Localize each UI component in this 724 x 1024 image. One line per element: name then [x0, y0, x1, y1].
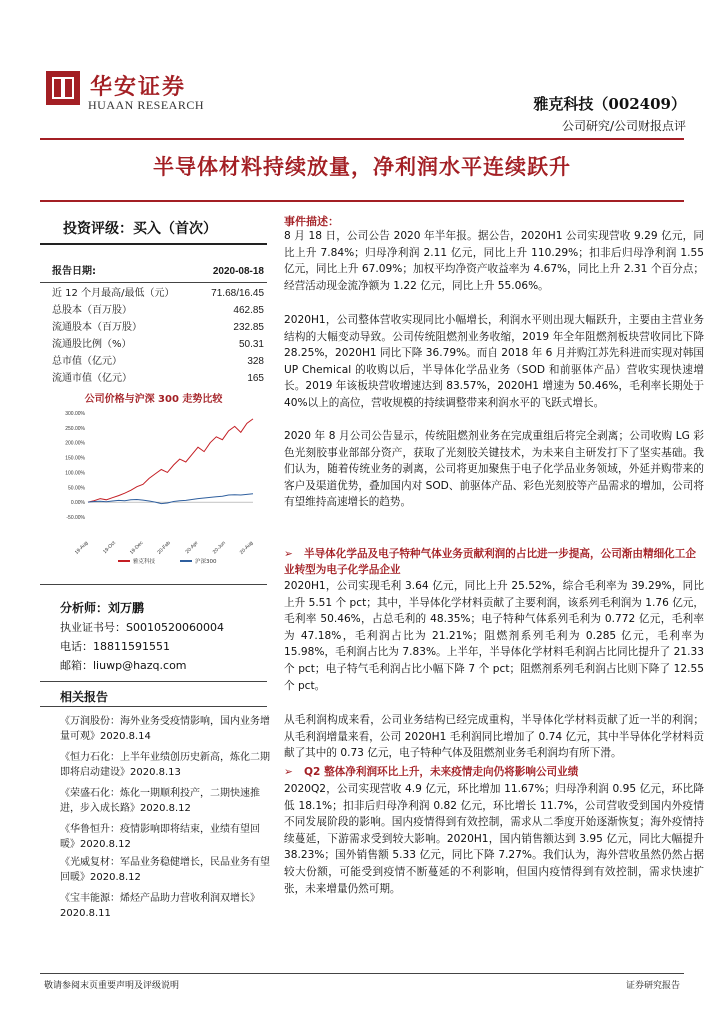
- stat-row: [52, 285, 264, 302]
- header-divider: [40, 138, 684, 140]
- related-report-item[interactable]: 《恒力石化：上半年业绩创历史新高，炼化二期即将启动建设》2020.8.13: [60, 752, 270, 778]
- arrow-bullet-icon: ➢: [284, 766, 293, 778]
- y-tick-label: 250.00%: [65, 425, 85, 432]
- related-reports-title: 相关报告: [60, 690, 109, 704]
- analyst-divider: [40, 584, 267, 585]
- stat-label: 总市值（亿元）: [52, 356, 122, 367]
- chart-xticks: [74, 540, 255, 556]
- y-tick-label: 150.00%: [65, 455, 85, 462]
- title-divider: [40, 200, 684, 202]
- footer-label: 证券研究报告: [625, 981, 680, 991]
- paragraph-margin: 2020H1，公司实现毛利 3.64 亿元，同比上升 25.52%，综合毛利率为 39.29%，同比上升 5.51 个 pct；其中，半导体化学材料贡献了主要利润，该系列毛利润为 1.76 亿元，毛利率 50.46%，占总毛利的 48.35%；电子特种气体系列毛利为 0.772 亿元，毛利率为 47.18%，毛利润占比为 21.21%；阻燃剂系列毛利为 0.285 亿元，毛利率为 15.98%，毛利润占比为 7.83%。上半年，半导体化学材料毛利润占比同比提升了 21.33 个 pct；电子特气毛利润占比小幅下降 7 个 pct；阻燃剂系列毛利润占比则下降了 12.55 个 pct。: [284, 580, 704, 692]
- stat-row: [52, 319, 264, 336]
- related-report-item[interactable]: 《万润股份：海外业务受疫情影响，国内业务增量可观》2020.8.14: [60, 716, 270, 742]
- y-tick-label: 50.00%: [68, 485, 85, 492]
- legend-label: 雅克科技: [133, 559, 156, 565]
- paragraph-q2: 2020Q2，公司实现营收 4.9 亿元，环比增加 11.67%；归母净利润 0.95 亿元，环比降低 18.1%；扣非后归母净利润 0.82 亿元，环比增长 11.7%，公司营收受到国内外疫情不同发展阶段的影响。国内疫情得到有效控制，需求从二季度开始逐渐恢复；海外疫情持续蔓延，下游需求受到较大影响。2020H1，国内销售额达到 3.95 亿元，同比大幅提升 38.23%；国外销售额 5.33 亿元，同比下降 7.27%。我们认为，海外营收虽然仍然占据较大份额，可能受到疫情不断蔓延的不利影响，但国内疫情得到有效控制，需求快速扩张，未来增量仍然可期。: [284, 783, 704, 895]
- section-heading-2: [284, 764, 704, 780]
- rating-divider: [40, 243, 267, 245]
- page-title: 半导体材料持续放量，净利润水平连续跃升: [153, 154, 571, 179]
- chart-series-group: [88, 419, 253, 504]
- brand-name-en: HUAAN RESEARCH: [88, 98, 205, 112]
- stat-label: 流通股比例（%）: [52, 339, 132, 350]
- stat-value: 462.85: [233, 305, 264, 316]
- stat-label: 近 12 个月最高/最低（元）: [52, 288, 175, 299]
- report-date-label: 报告日期:: [52, 266, 96, 277]
- stat-row: [52, 353, 264, 370]
- stat-row: [52, 336, 264, 353]
- x-tick-label: 19-Oct: [102, 540, 117, 556]
- y-tick-label: 300.00%: [65, 411, 85, 417]
- related-report-item[interactable]: 《荣盛石化：炼化一期顺利投产，二期快速推进，步入成长路》2020.8.12: [60, 788, 260, 814]
- report-type: 公司研究/公司财报点评: [561, 119, 686, 133]
- investment-rating: 投资评级：买入（首次）: [63, 221, 217, 237]
- chart-grid: [65, 411, 253, 521]
- date-divider: [40, 282, 267, 283]
- stat-value: 71.68/16.45: [211, 288, 264, 299]
- chart-title: 公司价格与沪深 300 走势比较: [84, 394, 223, 405]
- stat-label: 总股本（百万股）: [52, 305, 132, 316]
- section-heading-1: [284, 546, 704, 578]
- stat-label: 流通市值（亿元）: [52, 373, 132, 384]
- x-tick-label: 20-Apr: [184, 540, 200, 556]
- stat-value: 232.85: [233, 322, 264, 333]
- y-tick-label: 200.00%: [65, 440, 85, 447]
- section-heading-2-text: Q2 整体净利润环比上升，未来疫情走向仍将影响公司业绩: [304, 766, 579, 778]
- brand-logo: [46, 71, 80, 105]
- x-tick-label: 20-Feb: [156, 540, 172, 556]
- section-heading-1-text: 半导体化学品及电子特种气体业务贡献利润的占比进一步提高，公司渐由精细化工企业转型为电子化学品企业: [284, 548, 696, 577]
- logo-seal-bar: [61, 77, 65, 99]
- related-divider: [40, 706, 267, 707]
- analyst-phone: 电话：18811591551: [60, 640, 170, 653]
- brand-name-cn: 华安证券: [90, 74, 187, 100]
- legend-label: 沪深300: [195, 559, 217, 565]
- y-tick-label: -50.00%: [66, 515, 85, 521]
- paragraph-profit-structure: 从毛利润构成来看，公司业务结构已经完成重构，半导体化学材料贡献了近一半的利润；从毛利润增量来看，公司 2020H1 毛利润同比增加了 0.74 亿元，其中半导体化学材料贡献了其中的 0.73 亿元，电子特种气体及阻燃剂业务毛利润均有所下滑。: [284, 714, 704, 760]
- x-tick-label: 19-Aug: [73, 540, 90, 556]
- event-heading: 事件描述：: [284, 215, 339, 228]
- arrow-bullet-icon: ➢: [284, 548, 293, 560]
- analyst-cert: 执业证书号：S0010520060004: [60, 621, 224, 634]
- related-report-item[interactable]: 《华鲁恒升：疫情影响即将结束，业绩有望回暖》2020.8.12: [60, 824, 260, 850]
- related-divider-top: [40, 681, 267, 682]
- paragraph-business: 2020H1，公司整体营收实现同比小幅增长，利润水平则出现大幅跃升，主要由主营业务结构的大幅变动导致。公司传统阻燃剂业务收缩，2019 年全年阻燃剂板块营收同比下降 28.25%，2020H1 同比下降 36.79%。而自 2018 年 6 月并购江苏先科进而实现对韩国 UP Chemical 的收购以后，半导体化学品业务（SOD 和前驱体产品）营收实现快速增长。2019 年该板块营收增速达到 83.57%，2020H1 增速为 50.46%，毛利率长期处于 40%以上的高位，营收规模的持续调整带来利润水平的飞跃式增长。: [284, 314, 705, 409]
- report-date-value: 2020-08-18: [212, 266, 264, 277]
- y-tick-label: 100.00%: [65, 470, 85, 477]
- company-name: 雅克科技（002409）: [533, 95, 686, 113]
- related-report-item[interactable]: 《宝丰能源：烯烃产品助力营收利润双增长》2020.8.11: [60, 893, 260, 919]
- x-tick-label: 20-Aug: [238, 540, 255, 556]
- analyst-name: 分析师：刘万鹏: [60, 601, 145, 615]
- price-chart: [48, 405, 264, 575]
- stat-row: [52, 370, 264, 387]
- x-tick-label: 20-Jun: [211, 540, 227, 556]
- footer-divider: [40, 973, 684, 974]
- analyst-email[interactable]: 邮箱：liuwp@hazq.com: [60, 659, 187, 672]
- paragraph-outlook: 2020 年 8 月公司公告显示，传统阻燃剂业务在完成重组后将完全剥离；公司收购 LG 彩色光刻胶事业部部分资产，获取了光刻胶关键技术，为未来自主研发打下了坚实基础。我们认为，随着传统业务的剥离，公司将更加聚焦于电子化学品业务领域，外延并购带来的客户及渠道优势，叠加国内对 SOD、前驱体产品、彩色光刻胶等产品需求的增加，公司将有望维持高速增长的趋势。: [284, 430, 704, 509]
- stat-value: 165: [247, 373, 264, 384]
- chart-legend: [118, 557, 217, 565]
- footer-disclaimer[interactable]: 敬请参阅末页重要声明及评级说明: [44, 981, 180, 991]
- stat-value: 328: [247, 356, 264, 367]
- stat-row: [52, 302, 264, 319]
- y-tick-label: 0.00%: [70, 500, 85, 507]
- series-line-雅克科技: [88, 419, 253, 502]
- paragraph-event: 8 月 18 日，公司公告 2020 年半年报。据公告，2020H1 公司实现营收 9.29 亿元，同比上升 7.84%；归母净利润 2.11 亿元，同比上升 110.29%；扣非后归母净利润 1.55 亿元，同比上升 67.09%；加权平均净资产收益率为 4.67%，同比上升 2.31 个百分点；经营活动现金流净额为 1.22 亿元，同比上升 55.06%。: [284, 230, 704, 292]
- x-tick-label: 19-Dec: [128, 540, 145, 556]
- stat-value: 50.31: [238, 339, 264, 350]
- stat-label: 流通股本（百万股）: [52, 322, 142, 333]
- related-report-item[interactable]: 《光威复材：军品业务稳健增长，民品业务有望回暖》2020.8.12: [60, 857, 270, 883]
- report-date-row: [52, 263, 264, 280]
